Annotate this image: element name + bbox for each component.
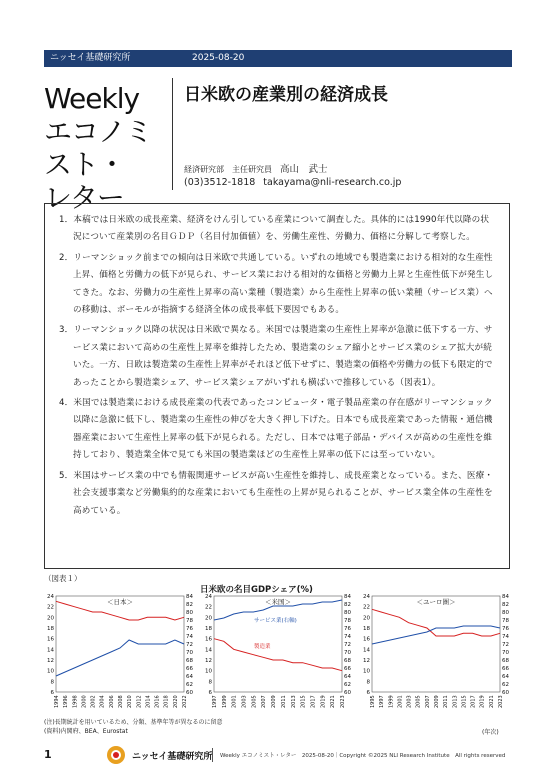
author-dept: 経済研究部 主任研究員 [184,165,272,174]
y-tick-label-right: 68 [502,658,509,664]
y-tick-label-right: 62 [344,682,351,688]
x-tick-label: 2018 [163,695,170,708]
y-tick-label-left: 8 [208,679,212,686]
note-line: (注)長期統計を用いているため、分類、基準年等が異なるのに留意 [44,719,223,726]
x-tick-label: 2005 [415,695,422,708]
y-tick-label-right: 78 [502,618,509,624]
y-tick-label-right: 78 [186,618,193,624]
nli-logo-icon [106,745,126,765]
series-manufacturing-label: 製造業 [254,644,271,650]
x-tick-label: 2013 [290,695,297,708]
x-tick-label: 2015 [300,695,307,708]
chart-title: 日米欧の名目GDPシェア(%) [200,585,313,595]
y-tick-label-right: 84 [186,594,193,600]
header-bar [44,50,512,67]
y-tick-label-right: 60 [502,690,509,696]
x-tick-label: 1997 [379,695,386,708]
y-tick-label-left: 18 [47,626,54,632]
x-tick-label: 2015 [461,695,468,708]
y-tick-label-left: 20 [47,615,54,622]
y-tick-label-left: 14 [205,647,212,654]
author-phone: (03)3512-1818 [184,177,256,188]
x-tick-label: 2023 [498,695,504,708]
x-tick-label: 2010 [127,695,134,708]
panel-title: ＜米国＞ [265,598,291,606]
masthead-line2: エコノミスト・ [44,115,153,181]
author-name: 高山 武士 [280,164,328,175]
y-tick-label-right: 66 [186,666,193,672]
y-tick-label-left: 14 [363,647,370,654]
y-tick-label-right: 82 [186,602,193,608]
x-tick-label: 2017 [310,695,317,708]
footer [44,745,512,767]
page-number: 1 [44,748,52,761]
footer-brand: ニッセイ基礎研究所 [132,752,213,762]
x-tick-label: 2021 [488,695,495,708]
figure-label: （図表１） [44,574,82,583]
panel-title: ＜ユーロ圏＞ [416,598,456,606]
chart-frame [214,596,342,692]
y-tick-label-right: 66 [344,666,351,672]
x-tick-label: 2001 [231,695,238,708]
y-tick-label-left: 12 [47,658,54,664]
summary-item: 4．米国では製造業における成長産業の代表であったコンピュータ・電子製品産業の存在感がリーマンショック以降に急激に低下し、製造業の生産性の伸びを大きく押し下げた。日本でも成長産業であった情報・通信機器産業において生産性上昇率の低下が見られる。ただし、日本では電子部品・デバイスが高めの生産性を維持しており、製造業全体で見ても米国の製造業ほどの生産性上昇率の低下には至っていない。 [59,398,493,461]
y-tick-label-right: 84 [502,594,509,600]
summary-item: 2．リーマンショック前までの傾向は日米欧で共通している。いずれの地域でも製造業における相対的な生産性上昇、価格と労働力の低下が見られ、サービス業における相対的な価格と労働力上昇と生産性低下が発生してきた。なお、労働力の生産性上昇率の高い業種（製造業）から生産性上昇率の低い業種（サービス業）への移動は、ボーモルが指摘する経済全体の成長率低下要因でもある。 [59,252,494,316]
y-tick-label-right: 74 [344,634,351,640]
year-note: (年次) [482,729,499,736]
y-tick-label-right: 76 [186,626,193,632]
masthead-line3: レター [44,181,124,214]
y-tick-label-left: 22 [205,604,212,611]
y-tick-label-left: 22 [363,604,370,611]
panel-title: ＜日本＞ [107,598,133,606]
y-tick-label-left: 16 [205,636,212,643]
y-tick-label-left: 12 [363,658,370,664]
y-tick-label-left: 16 [47,636,54,643]
y-tick-label-right: 60 [186,690,193,696]
y-tick-label-right: 82 [344,602,351,608]
y-tick-label-right: 64 [502,674,509,680]
series-manufacturing-line [214,639,342,671]
x-tick-label: 2000 [81,695,88,708]
author-email[interactable]: takayama@nli-research.co.jp [263,177,402,188]
y-tick-label-left: 8 [50,679,54,686]
x-tick-label: 2009 [434,695,440,708]
x-tick-label: 2020 [172,695,179,708]
x-tick-label: 2007 [424,695,431,708]
footer-divider [212,748,213,762]
summary-box [44,203,510,569]
charts-svg [44,590,512,716]
x-tick-label: 2019 [320,695,327,708]
y-tick-label-right: 78 [344,618,351,624]
x-tick-label: 2017 [470,695,477,708]
x-tick-label: 2007 [261,695,268,708]
chart-frame [372,596,500,692]
footer-copyright: Weekly エコノミスト・レター 2025-08-20｜Copyright ©2025 NLI Research Institute All rights reserved [220,753,506,759]
x-tick-label: 2005 [251,695,258,708]
note-line: (資料)内閣府、BEA、Eurostat [44,728,128,735]
y-tick-label-left: 10 [205,668,212,675]
x-tick-label: 2022 [182,695,188,708]
y-tick-label-left: 6 [366,690,370,696]
y-tick-label-right: 62 [186,682,193,688]
y-tick-label-right: 74 [186,634,193,640]
y-tick-label-right: 76 [502,626,509,632]
x-tick-label: 2009 [271,695,278,708]
x-tick-label: 2004 [99,695,106,708]
y-tick-label-left: 14 [47,647,54,654]
series-manufacturing-line [372,609,500,636]
y-tick-label-right: 70 [186,650,193,656]
summary-item: 1．本稿では日米欧の成長産業、経済をけん引している産業について調査した。具体的には1990年代以降の状況について産業別の名目ＧＤＰ（名目付加価値）を、労働生産性、労働力、価格に分解して考察した。 [59,215,490,243]
y-tick-label-left: 8 [366,679,370,686]
report-date: 2025-08-20 [192,53,245,63]
y-tick-label-right: 60 [344,690,351,696]
y-tick-label-left: 24 [205,594,212,600]
page-title: 日米欧の産業別の経済成長 [184,85,388,105]
y-tick-label-left: 6 [208,690,212,696]
x-tick-label: 2006 [108,695,115,708]
x-tick-label: 2002 [90,695,97,708]
y-tick-label-right: 66 [502,666,509,672]
x-tick-label: 2008 [118,695,124,708]
summary-item: 3．リーマンショック以降の状況は日米欧で異なる。米国では製造業の生産性上昇率が急激に低下する一方、サービス業において高めの生産性上昇率を維持したため、製造業のシェア縮小とサービス業のシェア拡大が続いた。一方、日欧は製造業の生産性上昇率がそれほど低下せずに、製造業の価格や労働力の低下も限定的であったことから製造業シェア、サービス業シェアがいずれも横ばいで推移している（図表1）。 [59,325,493,388]
masthead [44,82,169,214]
y-tick-label-left: 16 [363,636,370,643]
x-tick-label: 2012 [136,695,143,708]
y-tick-label-right: 72 [344,642,351,648]
x-tick-label: 1994 [54,695,60,708]
x-tick-label: 2003 [241,695,248,708]
series-services-line [56,640,184,676]
y-tick-label-left: 20 [205,615,212,622]
x-tick-label: 1998 [72,695,79,708]
y-tick-label-right: 84 [344,594,351,600]
x-tick-label: 2001 [397,695,404,708]
y-tick-label-right: 72 [186,642,193,648]
y-tick-label-right: 80 [186,610,193,616]
y-tick-label-right: 80 [502,610,509,616]
author-block [184,163,401,189]
x-tick-label: 1999 [388,695,395,708]
y-tick-label-left: 18 [205,626,212,632]
x-tick-label: 2011 [280,695,287,708]
y-tick-label-left: 20 [363,615,370,622]
x-tick-label: 1996 [63,695,70,708]
notes [44,718,222,736]
x-tick-label: 2014 [145,695,152,708]
y-tick-label-left: 6 [50,690,54,696]
y-tick-label-right: 72 [502,642,509,648]
y-tick-label-right: 82 [502,602,509,608]
y-tick-label-right: 76 [344,626,351,632]
y-tick-label-right: 70 [502,650,509,656]
y-tick-label-left: 10 [47,668,54,675]
x-tick-label: 2016 [154,695,161,708]
y-tick-label-right: 70 [344,650,351,656]
y-tick-label-left: 18 [363,626,370,632]
y-tick-label-left: 12 [205,658,212,664]
y-tick-label-right: 68 [186,658,193,664]
y-tick-label-right: 64 [186,674,193,680]
series-services-label: サービス業(右軸) [254,618,297,624]
masthead-line1: Weekly [44,82,140,115]
x-tick-label: 1997 [212,695,218,708]
y-tick-label-right: 74 [502,634,509,640]
x-tick-label: 2023 [340,695,346,708]
y-tick-label-right: 68 [344,658,351,664]
x-tick-label: 2011 [443,695,450,708]
y-tick-label-right: 62 [502,682,509,688]
x-tick-label: 2013 [452,695,459,708]
y-tick-label-right: 64 [344,674,351,680]
x-tick-label: 1995 [370,695,376,708]
x-tick-label: 1999 [221,695,228,708]
y-tick-label-left: 24 [47,594,54,600]
y-tick-label-right: 80 [344,610,351,616]
x-tick-label: 2021 [330,695,337,708]
y-tick-label-left: 10 [363,668,370,675]
org-name: ニッセイ基礎研究所 [50,53,131,63]
x-tick-label: 2003 [406,695,413,708]
series-services-line [372,626,500,644]
x-tick-label: 2019 [479,695,486,708]
y-tick-label-left: 22 [47,604,54,611]
summary-item: 5．米国はサービス業の中でも情報関連サービスが高い生産性を維持し、成長産業となっている。また、医療・社会支援事業など労働集約的な産業においても生産性の上昇が見られることが、サービス業全体の生産性を高めている。 [59,470,494,516]
masthead-divider [172,78,173,190]
y-tick-label-left: 24 [363,594,370,600]
